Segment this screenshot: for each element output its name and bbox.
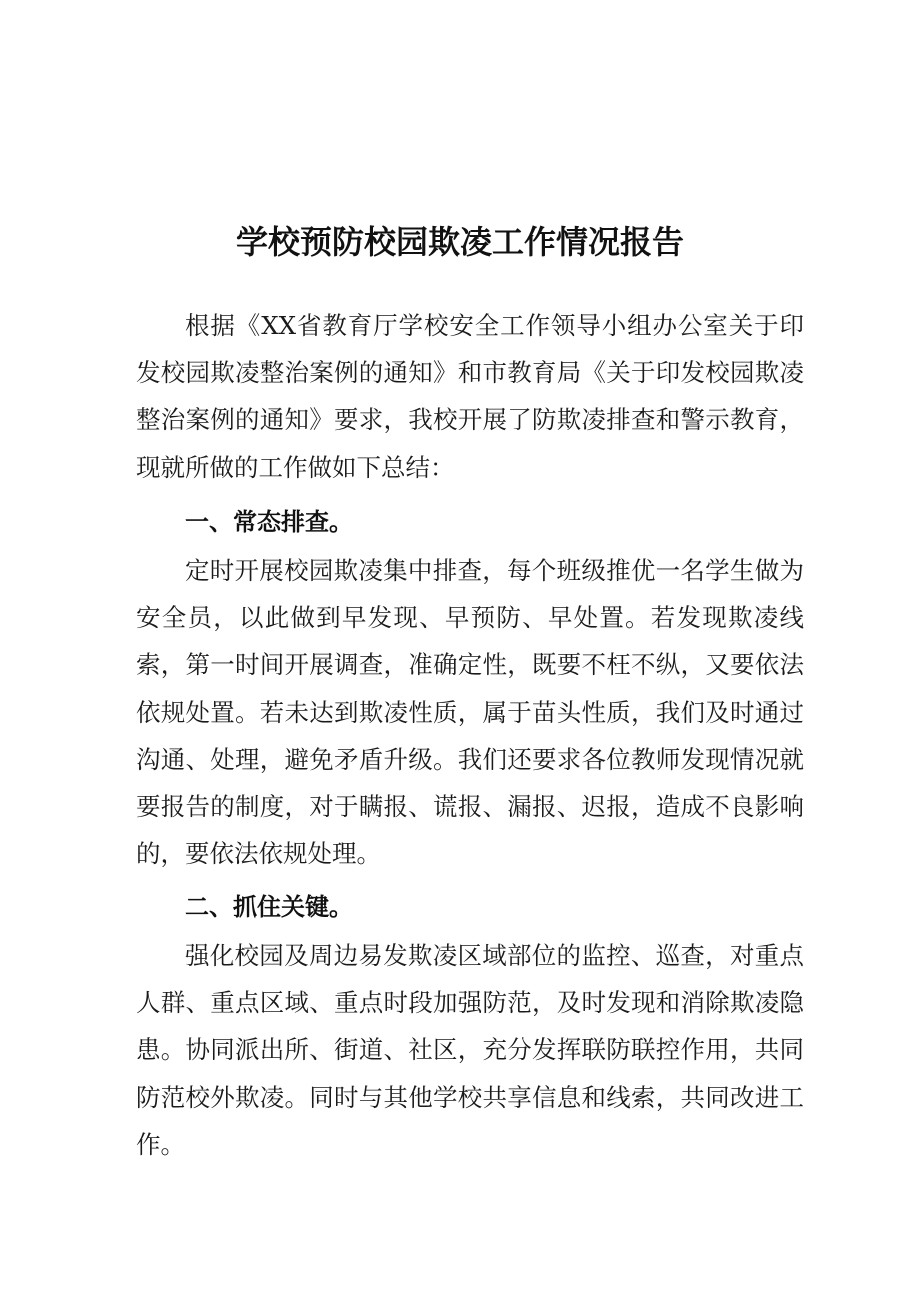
section-body-1: 定时开展校园欺凌集中排查，每个班级推优一名学生做为安全员，以此做到早发现、早预防、早处置。若发现欺凌线索，第一时间开展调查，准确定性，既要不枉不纵，又要依法依规处置。若未达到欺凌性质，属于苗头性质，我们及时通过沟通、处理，避免矛盾升级。我们还要求各位教师发现情况就要报告的制度，对于瞒报、谎报、漏报、迟报，造成不良影响的，要依法依规处理。 bbox=[136, 556, 804, 869]
section-heading-2: 二、抓住关键。 bbox=[185, 893, 353, 921]
intro-paragraph: 根据《XX省教育厅学校安全工作领导小组办公室关于印发校园欺凌整治案例的通知》和市教育局《关于印发校园欺凌整治案例的通知》要求，我校开展了防欺凌排查和警示教育，现就所做的工作做如下总结： bbox=[136, 311, 804, 482]
section-body-2: 强化校园及周边易发欺凌区域部位的监控、巡查，对重点人群、重点区域、重点时段加强防范，及时发现和消除欺凌隐患。协同派出所、街道、社区，充分发挥联防联控作用，共同防范校外欺凌。同时与其他学校共享信息和线索，共同改进工作。 bbox=[136, 941, 804, 1159]
document-title: 学校预防校园欺凌工作情况报告 bbox=[235, 223, 684, 261]
section-heading-1: 一、常态排查。 bbox=[185, 508, 353, 536]
